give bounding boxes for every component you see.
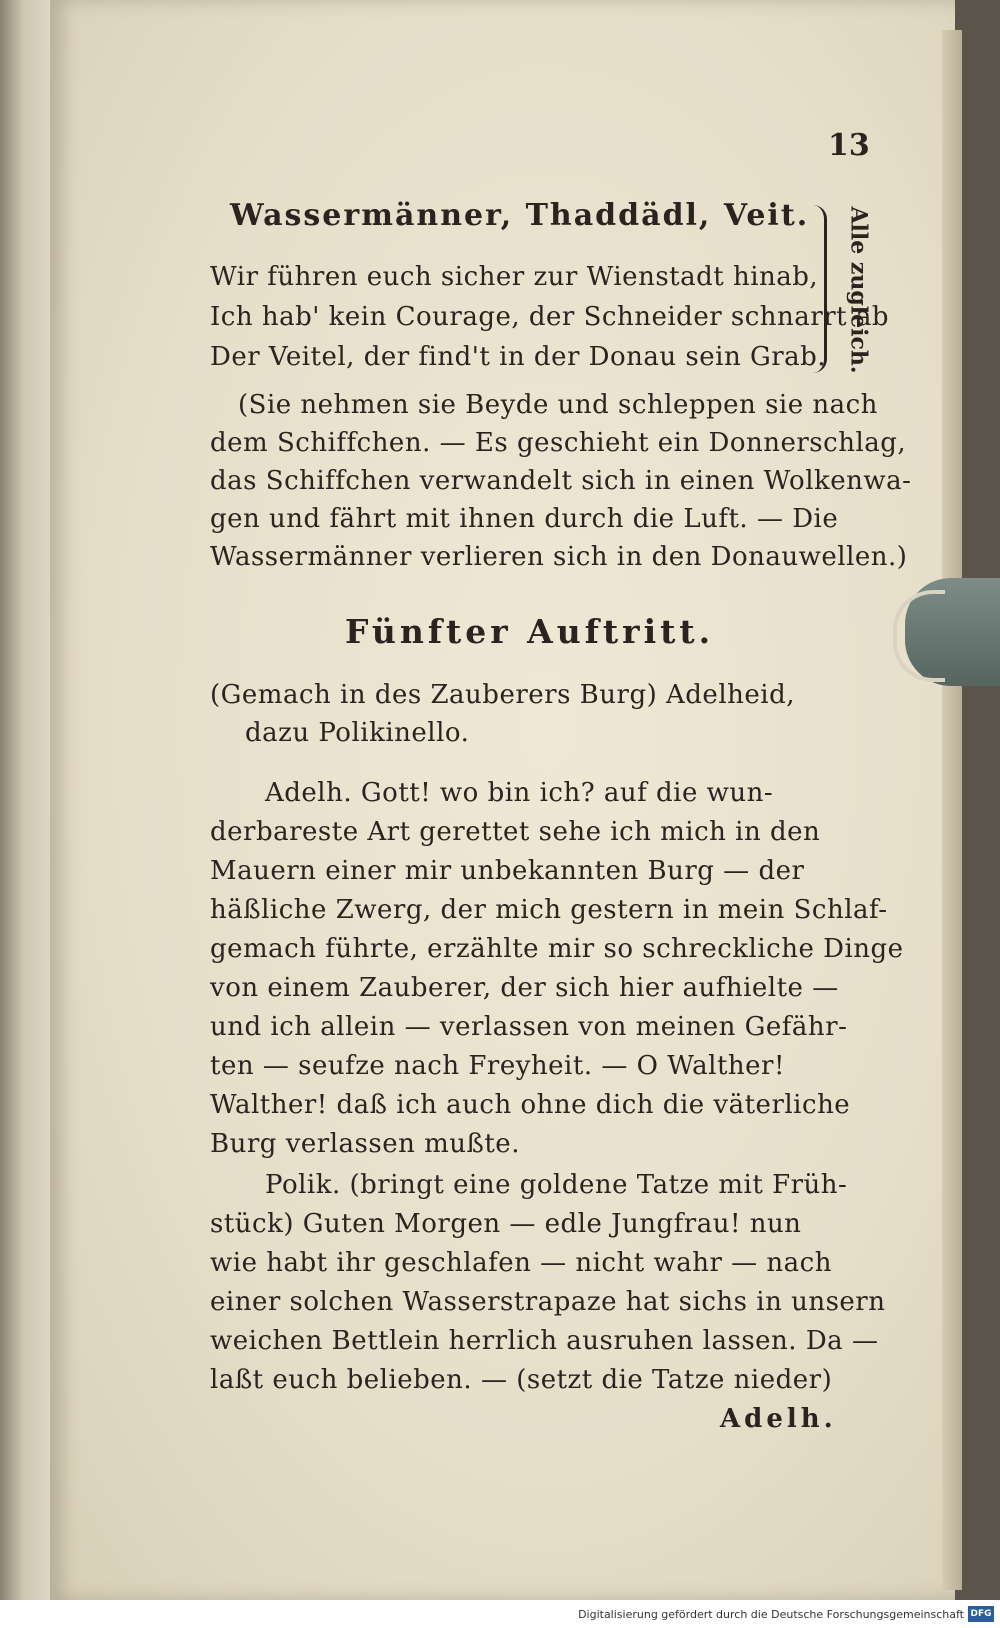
song-line: Der Veitel, der find't in der Donau sein Grab. xyxy=(210,342,827,372)
dialogue-line: derbareste Art gerettet sehe ich mich in den xyxy=(210,817,821,847)
dialogue-line: häßliche Zwerg, der mich gestern in mein Schlaf- xyxy=(210,895,888,925)
dialogue-line: gemach führte, erzählte mir so schreckliche Dinge xyxy=(210,934,904,964)
stage-direction-line: gen und fährt mit ihnen durch die Luft. — Die xyxy=(210,504,839,534)
dialogue-line: laßt euch belieben. — (setzt die Tatze nieder) xyxy=(210,1365,833,1395)
stage-direction-line: das Schiffchen verwandelt sich in einen Wolkenwa- xyxy=(210,466,912,496)
page-stack-edge xyxy=(942,30,962,1590)
page-number: 13 xyxy=(828,128,870,163)
dialogue-line: Mauern einer mir unbekannten Burg — der xyxy=(210,856,805,886)
dialogue-line: von einem Zauberer, der sich hier aufhielte — xyxy=(210,973,839,1003)
footer-credit: Digitalisierung gefördert durch die Deutsche Forschungsgemeinschaft xyxy=(578,1608,964,1621)
dfg-logo: DFG xyxy=(968,1606,994,1622)
dialogue-line: und ich allein — verlassen von meinen Gefähr- xyxy=(210,1012,848,1042)
dialogue-line: einer solchen Wasserstrapaze hat sichs in unsern xyxy=(210,1287,886,1317)
dialogue-line: Polik. (bringt eine goldene Tatze mit Früh- xyxy=(265,1170,848,1200)
dialogue-line: ten — seufze nach Freyheit. — O Walther! xyxy=(210,1051,785,1081)
dialogue-line: Adelh. Gott! wo bin ich? auf die wun- xyxy=(265,778,774,808)
stage-direction-line: (Sie nehmen sie Beyde und schleppen sie nach xyxy=(238,390,878,420)
song-line: Wir führen euch sicher zur Wienstadt hinab, xyxy=(210,262,819,292)
dialogue-line: Burg verlassen mußte. xyxy=(210,1129,520,1159)
speakers-heading: Wassermänner, Thaddädl, Veit. xyxy=(230,198,810,233)
scene-setting-line: dazu Polikinello. xyxy=(245,718,470,748)
side-label: Alle zugleich. xyxy=(846,206,873,374)
stage-direction-line: Wassermänner verlieren sich in den Donauwellen.) xyxy=(210,542,908,572)
scene-setting-line: (Gemach in des Zauberers Burg) Adelheid, xyxy=(210,680,795,710)
catchword: Adelh. xyxy=(720,1404,837,1434)
dialogue-line: weichen Bettlein herrlich ausruhen lassen. Da — xyxy=(210,1326,879,1356)
dialogue-line: wie habt ihr geschlafen — nicht wahr — nach xyxy=(210,1248,832,1278)
dialogue-line: Walther! daß ich auch ohne dich die väterliche xyxy=(210,1090,851,1120)
scene-title: Fünfter Auftritt. xyxy=(345,612,715,651)
stage-direction-line: dem Schiffchen. — Es geschieht ein Donnerschlag, xyxy=(210,428,907,458)
dialogue-line: stück) Guten Morgen — edle Jungfrau! nun xyxy=(210,1209,802,1239)
song-line: Ich hab' kein Courage, der Schneider schnarrt ab xyxy=(210,302,890,332)
